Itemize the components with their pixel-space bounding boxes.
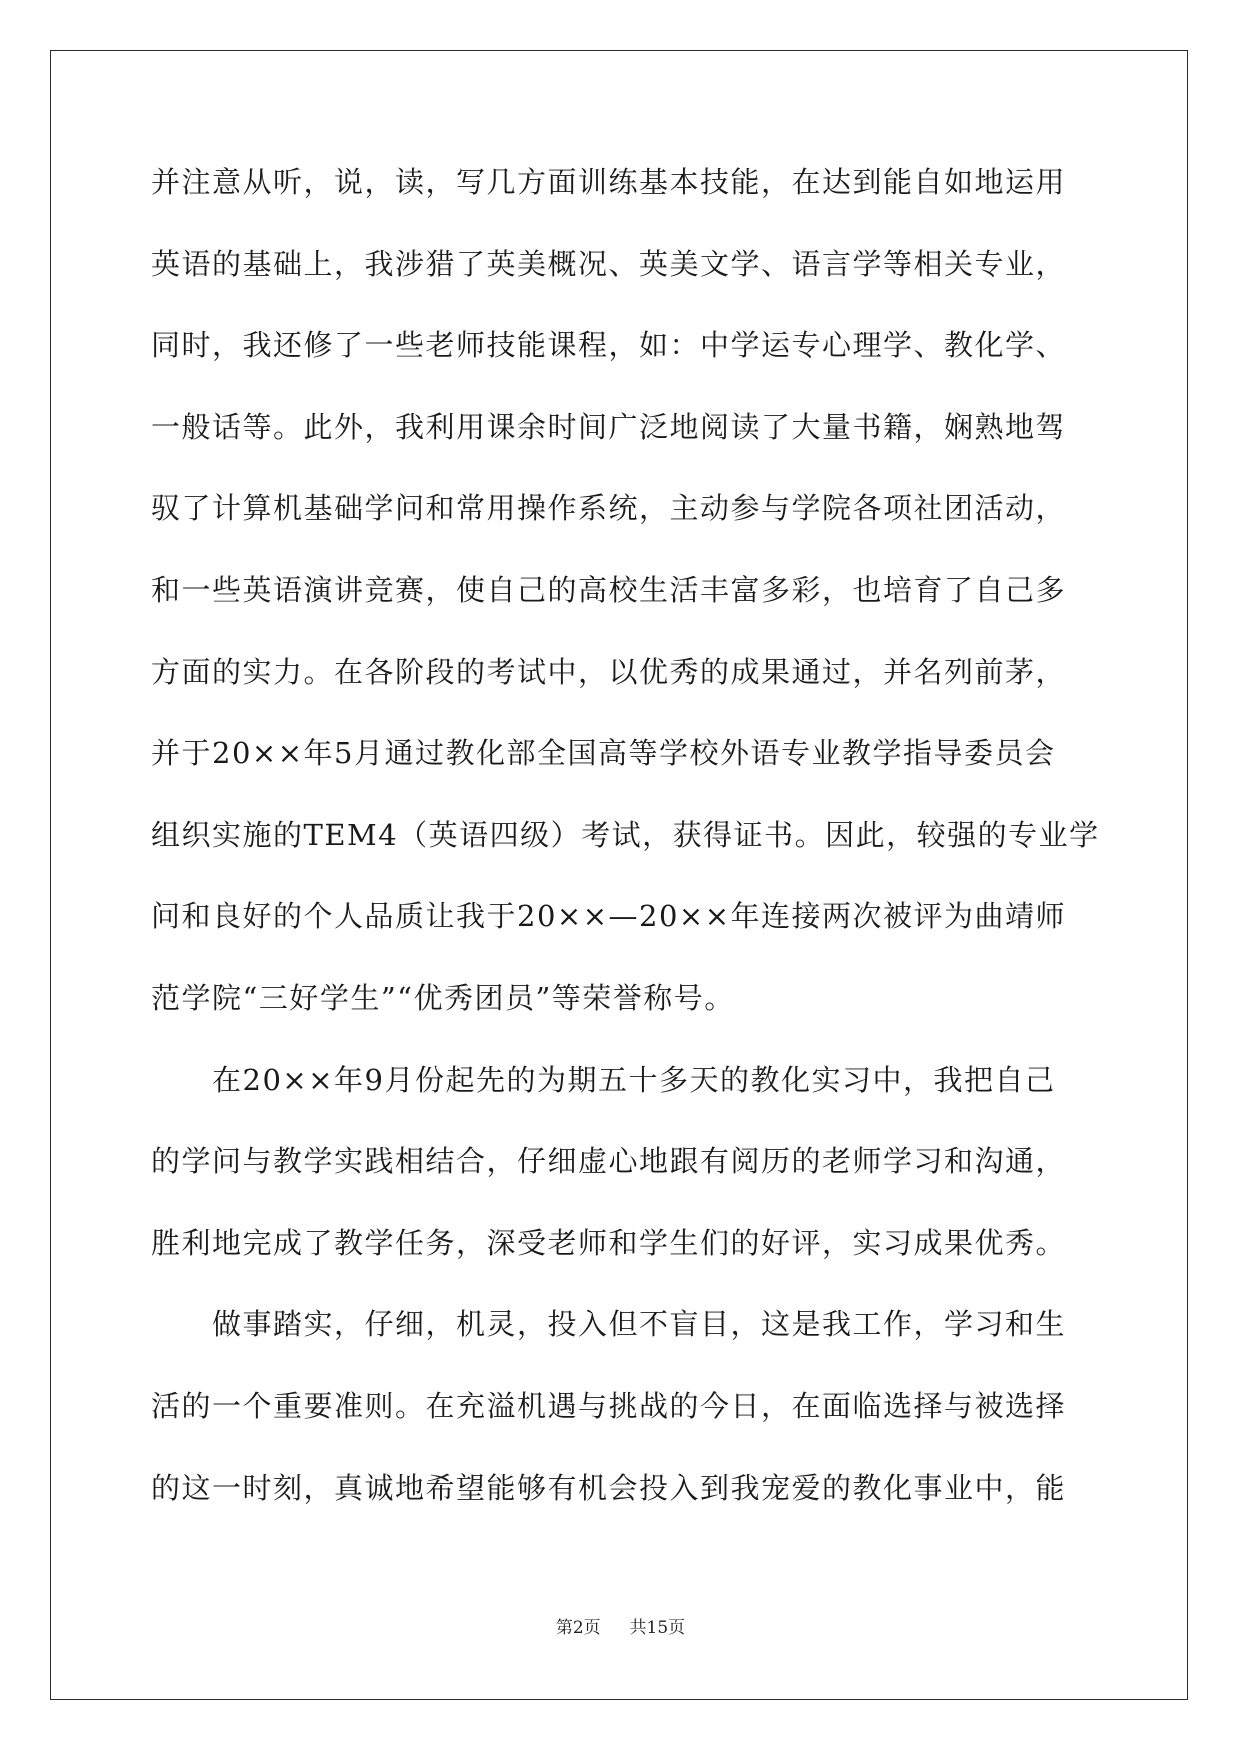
page-number: 第2页 <box>555 1618 601 1638</box>
text-line: 和一些英语演讲竞赛，使自己的高校生活丰富多彩，也培育了自己多 <box>151 572 1067 607</box>
text-line: 英语的基础上，我涉猎了英美概况、英美文学、语言学等相关专业， <box>151 246 1067 281</box>
text-line: 并于20××年5月通过教化部全国高等学校外语专业教学指导委员会 <box>151 736 1056 771</box>
text-line: 并注意从听，说，读，写几方面训练基本技能，在达到能自如地运用 <box>151 165 1067 199</box>
document-body <box>151 162 1100 1549</box>
text-line: 驭了计算机基础学问和常用操作系统，主动参与学院各项社团活动， <box>151 491 1067 526</box>
text-line: 方面的实力。在各阶段的考试中，以优秀的成果通过，并名列前茅， <box>151 654 1067 689</box>
text-line: 同时，我还修了一些老师技能课程，如：中学运专心理学、教化学、 <box>151 328 1067 363</box>
text-line: 的学问与教学实践相结合，仔细虚心地跟有阅历的老师学习和沟通， <box>151 1144 1067 1179</box>
text-line: 做事踏实，仔细，机灵，投入但不盲目，这是我工作，学习和生 <box>151 1307 1067 1342</box>
text-line: 范学院“三好学生”“优秀团员”等荣誉称号。 <box>151 980 735 1015</box>
text-line: 一般话等。此外，我利用课余时间广泛地阅读了大量书籍，娴熟地驾 <box>151 409 1067 444</box>
text-line: 胜利地完成了教学任务，深受老师和学生们的好评，实习成果优秀。 <box>151 1225 1067 1260</box>
text-line: 的这一时刻，真诚地希望能够有机会投入到我宠爱的教化事业中，能 <box>151 1470 1067 1505</box>
text-line: 活的一个重要准则。在充溢机遇与挑战的今日，在面临选择与被选择 <box>151 1388 1067 1423</box>
text-line: 在20××年9月份起先的为期五十多天的教化实习中，我把自己 <box>151 1062 1056 1097</box>
page-total: 共15页 <box>629 1618 686 1638</box>
text-line: 问和良好的个人品质让我于20××—20××年连接两次被评为曲靖师 <box>151 899 1066 934</box>
page-footer <box>0 1616 1241 1640</box>
text-line: 组织实施的TEM4（英语四级）考试，获得证书。因此，较强的专业学 <box>151 817 1100 852</box>
